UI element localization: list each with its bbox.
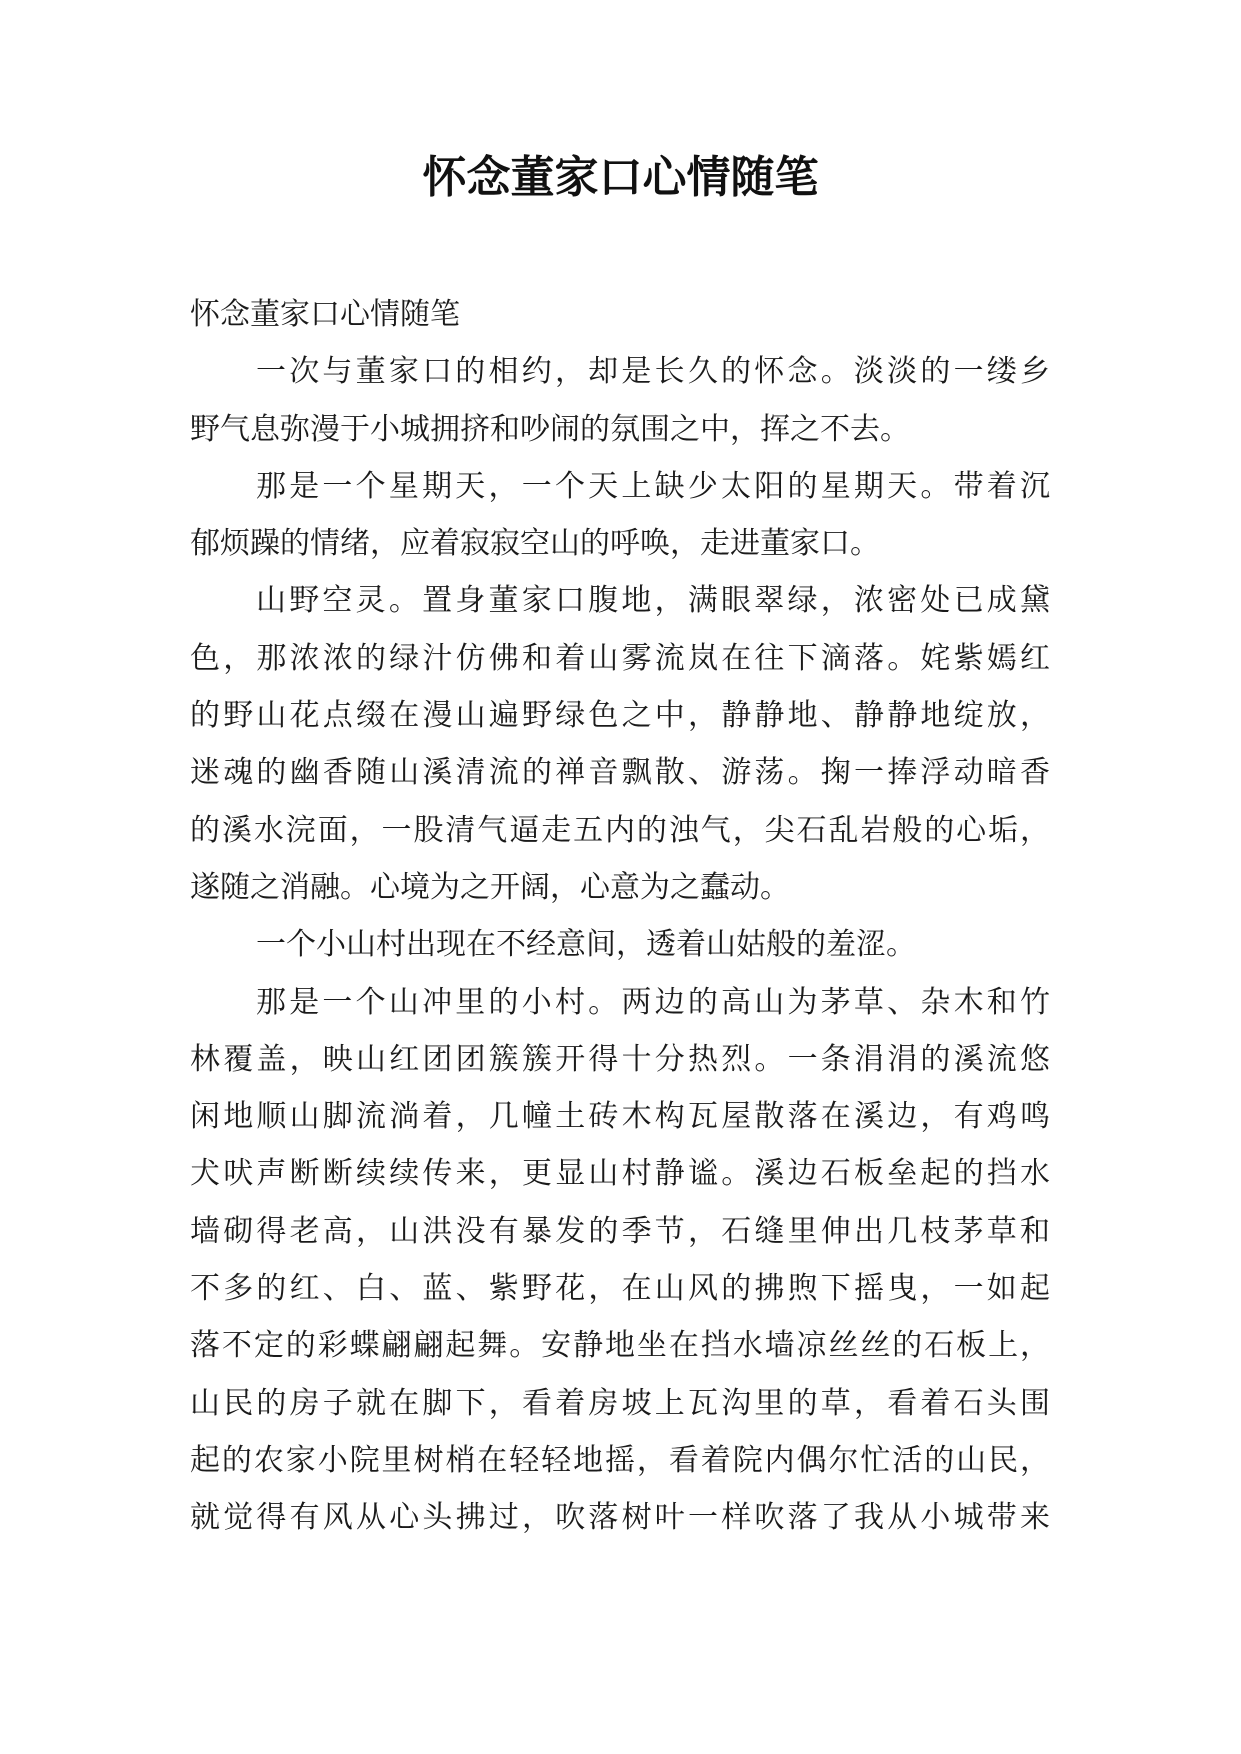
text-line: 起的农家小院里树梢在轻轻地摇，看着院内偶尔忙活的山民， xyxy=(190,1442,1050,1478)
text-line: 色，那浓浓的绿汁仿佛和着山雾流岚在往下滴落。姹紫嫣红 xyxy=(190,640,1050,676)
text-line: 迷魂的幽香随山溪清流的禅音飘散、游荡。掬一捧浮动暗香 xyxy=(190,755,1050,791)
text-line: 怀念董家口心情随笔 xyxy=(190,297,460,332)
text-line: 郁烦躁的情绪，应着寂寂空山的呼唤，走进董家口。 xyxy=(190,526,880,562)
text-line: 的野山花点缀在漫山遍野绿色之中，静静地、静静地绽放， xyxy=(190,698,1050,734)
text-line: 闲地顺山脚流淌着，几幢土砖木构瓦屋散落在溪边，有鸡鸣 xyxy=(190,1099,1050,1135)
text-line: 墙砌得老高，山洪没有暴发的季节，石缝里伸出几枝茅草和 xyxy=(190,1213,1050,1249)
text-line: 林覆盖，映山红团团簇簇开得十分热烈。一条涓涓的溪流悠 xyxy=(190,1041,1050,1077)
text-line: 就觉得有风从心头拂过，吹落树叶一样吹落了我从小城带来 xyxy=(190,1500,1050,1536)
document-title: 怀念董家口心情随笔 xyxy=(422,152,819,203)
text-line: 山民的房子就在脚下，看着房坡上瓦沟里的草，看着石头围 xyxy=(190,1385,1050,1421)
text-line: 那是一个星期天，一个天上缺少太阳的星期天。带着沉 xyxy=(256,468,1050,504)
text-line: 那是一个山冲里的小村。两边的高山为茅草、杂木和竹 xyxy=(256,984,1050,1020)
text-line: 落不定的彩蝶翩翩起舞。安静地坐在挡水墙凉丝丝的石板上， xyxy=(190,1328,1050,1364)
text-line: 一次与董家口的相约，却是长久的怀念。淡淡的一缕乡 xyxy=(256,354,1050,390)
text-line: 野气息弥漫于小城拥挤和吵闹的氛围之中，挥之不去。 xyxy=(190,411,910,447)
text-line: 一个小山村出现在不经意间，透着山姑般的羞涩。 xyxy=(256,927,916,963)
text-line: 遂随之消融。心境为之开阔，心意为之蠢动。 xyxy=(190,869,790,905)
text-line: 不多的红、白、蓝、紫野花，在山风的拂煦下摇曳，一如起 xyxy=(190,1271,1050,1307)
text-line: 犬吠声断断续续传来，更显山村静谧。溪边石板垒起的挡水 xyxy=(190,1156,1050,1192)
text-line: 的溪水浣面，一股清气逼走五内的浊气，尖石乱岩般的心垢， xyxy=(190,812,1050,848)
text-line: 山野空灵。置身董家口腹地，满眼翠绿，浓密处已成黛 xyxy=(256,583,1050,619)
document-body xyxy=(190,286,1050,1547)
